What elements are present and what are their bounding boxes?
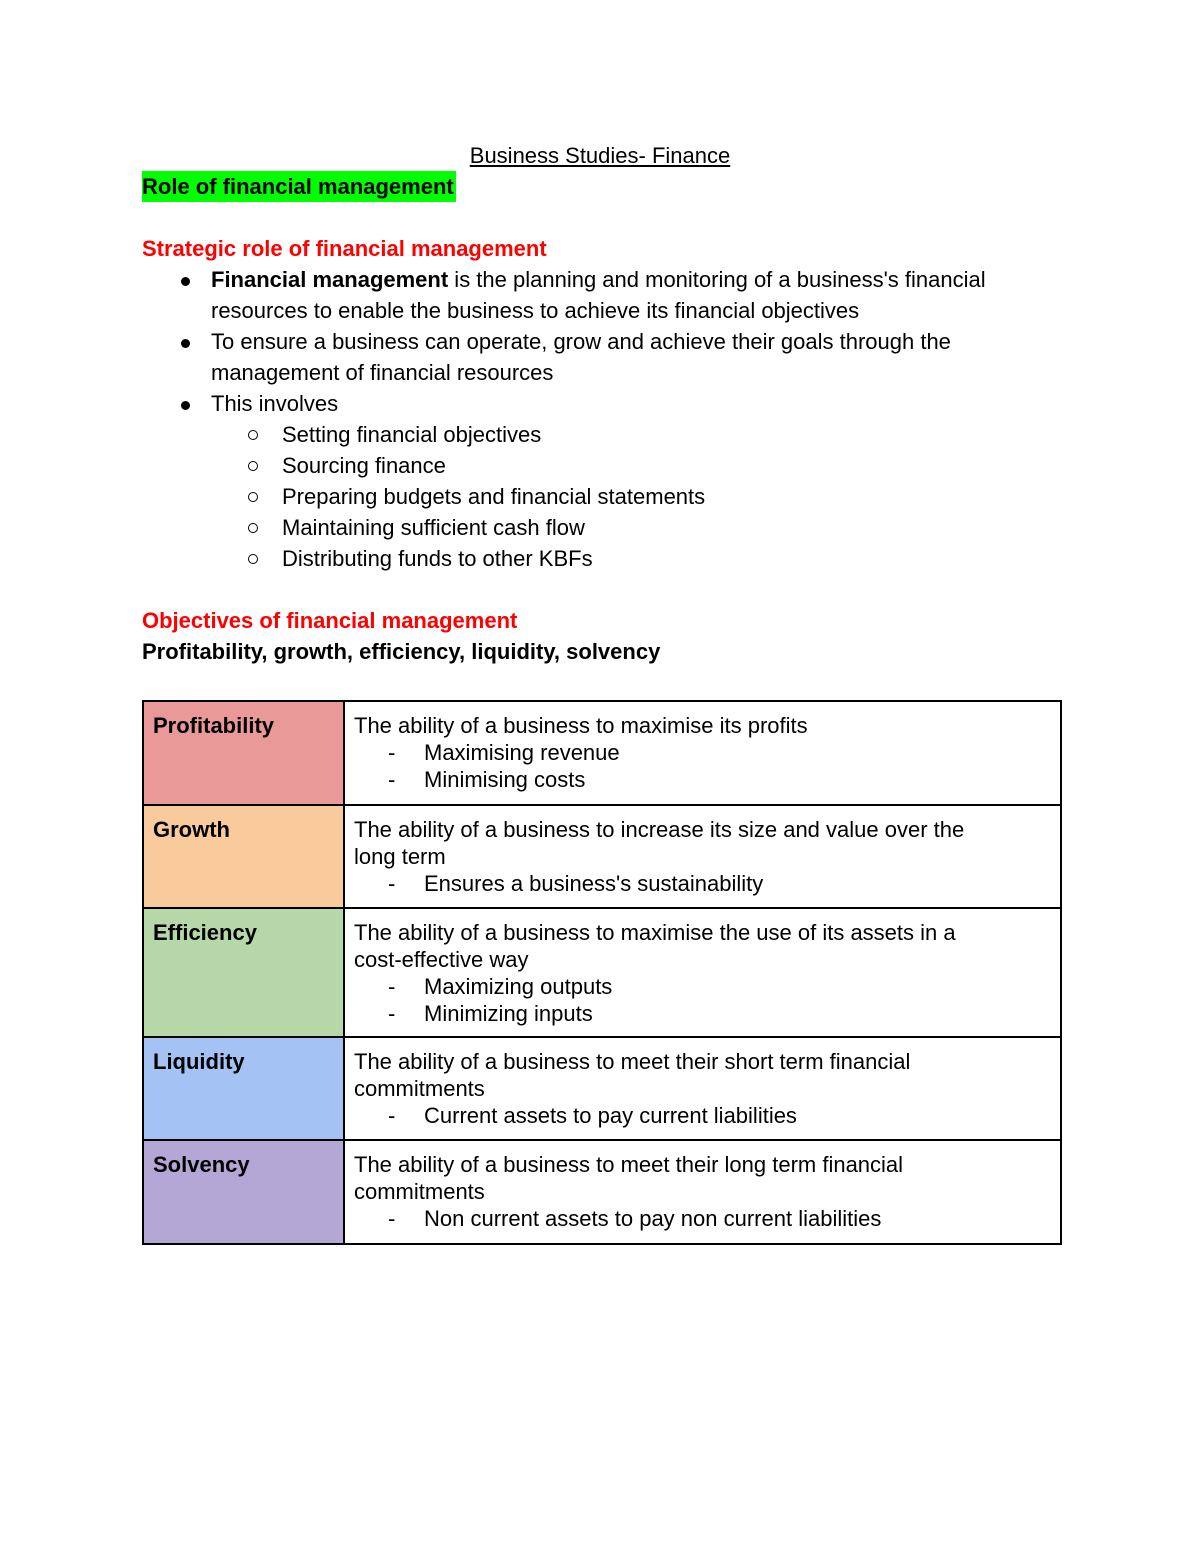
objective-point [354, 1102, 1051, 1129]
objective-row [143, 805, 1061, 908]
objective-label-cell: Liquidity [143, 1037, 344, 1140]
sub-bullet-item [211, 481, 1062, 512]
objective-description-line: cost-effective way [354, 947, 529, 972]
hollow-bullet-icon [248, 523, 258, 533]
dash-bullet-icon: - [388, 974, 396, 999]
objective-row [143, 701, 1061, 805]
objective-description-line: The ability of a business to maximise its profits [354, 713, 808, 738]
objective-point-text: Non current assets to pay non current liabilities [424, 1206, 882, 1231]
objective-description-cell [344, 1037, 1061, 1140]
bullet-dot-icon [181, 401, 190, 410]
document-title: Business Studies- Finance [469, 143, 731, 168]
objective-description-line: The ability of a business to meet their short term financial [354, 1049, 911, 1074]
document-content [142, 140, 1062, 667]
objective-point-text: Current assets to pay current liabilities [424, 1103, 797, 1128]
sub-bullet-text: Setting financial objectives [282, 422, 542, 447]
hollow-bullet-icon [248, 430, 258, 440]
bullet-item [142, 264, 1062, 326]
objective-description-cell [344, 701, 1061, 805]
objective-point [354, 973, 1051, 1000]
objective-description-line: The ability of a business to maximise the use of its assets in a [354, 920, 956, 945]
objective-description-cell [344, 805, 1061, 908]
bullet-bold-term: Financial management [211, 267, 449, 292]
dash-bullet-icon: - [388, 871, 396, 896]
dash-bullet-icon: - [388, 767, 396, 792]
strategic-role-heading: Strategic role of financial management [142, 236, 547, 261]
bullet-line-continued: resources to enable the business to achieve its financial objectives [211, 298, 860, 323]
sub-bullet-item [211, 419, 1062, 450]
objectives-summary: Profitability, growth, efficiency, liquidity, solvency [142, 639, 661, 664]
sub-bullet-text: Maintaining sufficient cash flow [282, 515, 585, 540]
objective-point-text: Ensures a business's sustainability [424, 871, 764, 896]
dash-bullet-icon: - [388, 1206, 396, 1231]
objective-row [143, 908, 1061, 1037]
bullet-item [142, 326, 1062, 388]
sub-bullet-text: Distributing funds to other KBFs [282, 546, 593, 571]
objective-point [354, 766, 1051, 793]
objective-label-cell: Efficiency [143, 908, 344, 1037]
objectives-table-body [143, 701, 1061, 1244]
objective-description-line: The ability of a business to meet their long term financial [354, 1152, 904, 1177]
bullet-line-continued: management of financial resources [211, 360, 554, 385]
strategic-bullet-list [142, 264, 1062, 574]
role-of-financial-management-heading: Role of financial management [142, 171, 456, 202]
objective-row [143, 1140, 1061, 1244]
bullet-dot-icon [181, 277, 190, 286]
bullet-item [142, 388, 1062, 574]
bullet-line [211, 264, 1062, 295]
objective-point-text: Minimizing inputs [424, 1001, 593, 1026]
objective-point-text: Maximizing outputs [424, 974, 613, 999]
objectives-heading: Objectives of financial management [142, 608, 518, 633]
dash-bullet-icon: - [388, 1103, 396, 1128]
objectives-table [142, 700, 1062, 1245]
objective-label-cell: Growth [143, 805, 344, 908]
objective-description-cell [344, 908, 1061, 1037]
objective-description-cell [344, 1140, 1061, 1244]
sub-bullet-item [211, 512, 1062, 543]
objective-point-text: Maximising revenue [424, 740, 620, 765]
objective-description-line: commitments [354, 1076, 485, 1101]
sub-bullet-item [211, 543, 1062, 574]
sub-bullet-list [211, 419, 1062, 574]
bullet-text: is the planning and monitoring of a business's financial [448, 267, 986, 292]
hollow-bullet-icon [248, 492, 258, 502]
bullet-line: This involves [211, 391, 339, 416]
objective-point [354, 870, 1051, 897]
dash-bullet-icon: - [388, 740, 396, 765]
hollow-bullet-icon [248, 554, 258, 564]
objective-label-cell: Solvency [143, 1140, 344, 1244]
sub-bullet-item [211, 450, 1062, 481]
spacer [142, 202, 1062, 233]
sub-bullet-text: Sourcing finance [282, 453, 446, 478]
hollow-bullet-icon [248, 461, 258, 471]
bullet-line: To ensure a business can operate, grow and achieve their goals through the [211, 329, 951, 354]
sub-bullet-text: Preparing budgets and financial statements [282, 484, 706, 509]
objective-point [354, 739, 1051, 766]
objective-row [143, 1037, 1061, 1140]
objective-description-line: commitments [354, 1179, 485, 1204]
objective-description-line: The ability of a business to increase its size and value over the [354, 817, 965, 842]
objective-point [354, 1000, 1051, 1027]
objective-point [354, 1205, 1051, 1232]
objective-description-line: long term [354, 844, 446, 869]
objective-label-cell: Profitability [143, 701, 344, 805]
role-heading-row [142, 171, 1062, 202]
spacer [142, 574, 1062, 605]
objective-point-text: Minimising costs [424, 767, 586, 792]
bullet-dot-icon [181, 339, 190, 348]
dash-bullet-icon: - [388, 1001, 396, 1026]
